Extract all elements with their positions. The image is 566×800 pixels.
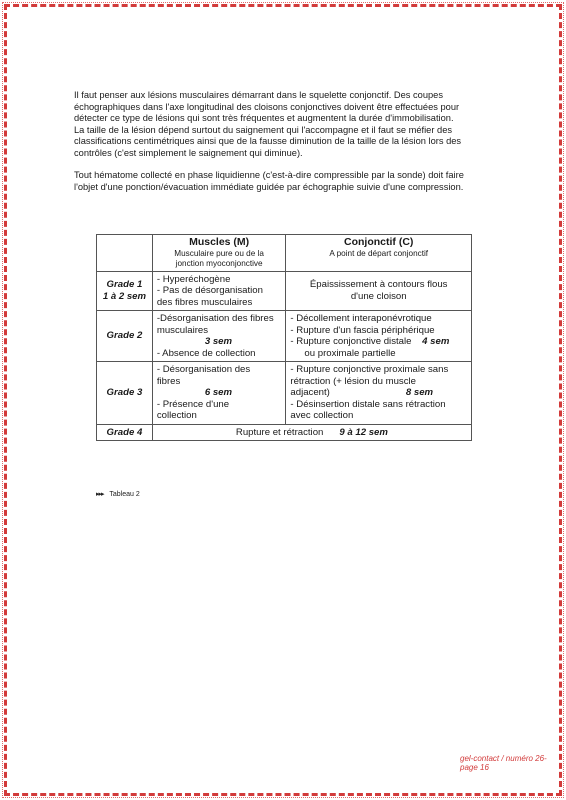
cell-text: -Désorganisation des fibres: [156, 313, 274, 324]
cell-text: d'une cloison: [350, 290, 407, 302]
arrow-icon: ▸▸▸: [96, 491, 104, 498]
duration-text: 4 sem: [422, 336, 450, 347]
grade-3-muscles: [152, 362, 286, 425]
grade-2-conjonctif: [286, 311, 472, 362]
grade-label: Grade 1: [106, 279, 143, 291]
cell-text: - Absence de collection: [156, 347, 256, 359]
header-muscles-sub: Musculaire pure ou de la: [174, 248, 264, 258]
header-muscles-title: Muscles (M): [189, 236, 250, 248]
cell-text: - Présence d'une: [156, 398, 230, 410]
cell-text: - Rupture conjonctive proximale sans: [290, 364, 449, 375]
cell-text: - Rupture conjonctive distale: [290, 336, 412, 347]
text-line: Il faut penser aux lésions musculaires démarrant dans le squelette conjonctif. Des coupes: [74, 90, 443, 100]
text-line: Tout hématome collecté en phase liquidienne (c'est-à-dire compressible par la sonde) doit faire: [74, 170, 464, 180]
cell-text: - Décollement interaponévrotique: [290, 313, 432, 324]
cell-text: des fibres musculaires: [156, 296, 253, 308]
header-muscles: [152, 235, 286, 272]
header-conjonctif-title: Conjonctif (C): [344, 236, 414, 248]
table-row-grade-2: [97, 311, 472, 362]
grade-4-cell: [97, 424, 153, 441]
paragraph-muscle-lesions: [74, 90, 508, 160]
header-empty-cell: [97, 235, 153, 272]
table-row-grade-1: [97, 271, 472, 311]
header-conjonctif-sub: A point de départ conjonctif: [329, 248, 429, 258]
grades-table: [96, 234, 472, 441]
duration-text: 9 à 12 sem: [339, 426, 388, 438]
grade-label: Grade 4: [106, 426, 143, 438]
grade-duration: 1 à 2 sem: [102, 290, 147, 302]
header-muscles-sub: jonction myoconjonctive: [175, 258, 263, 268]
duration-text: 6 sem: [204, 387, 233, 398]
cell-text: - Désorganisation des: [156, 364, 251, 375]
table-row-grade-3: [97, 362, 472, 425]
cell-text: musculaires: [156, 324, 209, 336]
grade-3-conjonctif: [286, 362, 472, 425]
text-line: l'objet d'une ponction/évacuation immédiate guidée par échographie suivie d'une compression.: [74, 181, 464, 192]
caption-text: Tableau 2: [109, 491, 140, 498]
cell-text: Rupture et rétraction: [235, 426, 324, 438]
grade-2-cell: [97, 311, 153, 362]
duration-text: 8 sem: [405, 387, 434, 398]
cell-text: avec collection: [290, 410, 354, 421]
cell-text: - Rupture d'un fascia périphérique: [290, 324, 435, 336]
grade-1-cell: [97, 271, 153, 311]
text-line: La taille de la lésion dépend surtout du saignement qui l'accompagne et il faut se méfier des: [74, 124, 453, 135]
table-header-row: [97, 235, 472, 272]
cell-text: - Pas de désorganisation: [156, 285, 263, 296]
cell-text: Épaississement à contours flous: [309, 279, 448, 291]
cell-text: - Hyperéchogène: [156, 273, 231, 285]
table-row-grade-4: [97, 424, 472, 441]
paragraph-hematoma: [74, 170, 508, 193]
grade-1-muscles: [152, 271, 286, 311]
cell-text: rétraction (+ lésion du muscle: [290, 375, 416, 387]
table-caption: [96, 490, 140, 498]
page-footer: gel-contact / numéro 26- page 16: [460, 754, 547, 772]
header-conjonctif: [286, 235, 472, 272]
cell-text: - Désinsertion distale sans rétraction: [290, 398, 446, 410]
grade-2-muscles: [152, 311, 286, 362]
grade-3-cell: [97, 362, 153, 425]
text-line: contrôles (c'est simplement le saignement qui diminue).: [74, 147, 303, 158]
cell-text: adjacent): [290, 387, 330, 398]
text-line: détecter ce type de lésions qui sont très fréquentes et augmentent la durée d'immobilisation.: [74, 113, 454, 124]
grade-label: Grade 3: [106, 387, 143, 398]
text-line: échographiques dans l'axe longitudinal des cloisons conjonctives doivent être effectuées pour: [74, 101, 460, 112]
grade-4-description: [152, 424, 471, 441]
grade-label: Grade 2: [106, 330, 143, 342]
grade-1-conjonctif: [286, 271, 472, 311]
text-line: classifications centimétriques ainsi que de la fausse diminution de la taille de la lésion lors des: [74, 136, 462, 147]
duration-text: 3 sem: [204, 336, 233, 347]
cell-text: collection: [156, 410, 197, 421]
cell-text: ou proximale partielle: [304, 347, 396, 359]
cell-text: fibres: [156, 375, 181, 387]
